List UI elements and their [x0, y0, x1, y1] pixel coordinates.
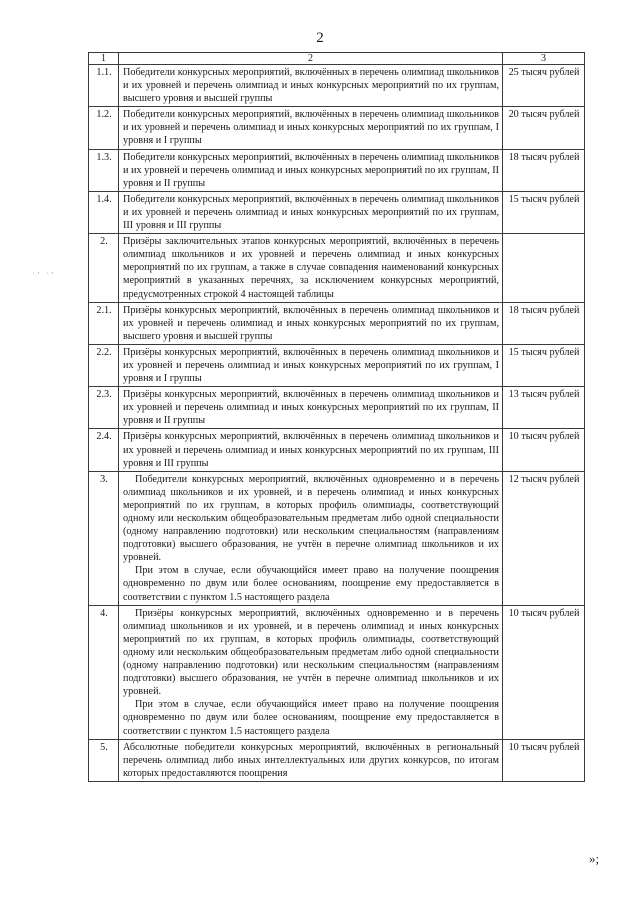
table-row — [89, 149, 585, 191]
row-number: 2.3. — [89, 387, 119, 429]
row-description: Призёры конкурсных мероприятий, включённых в перечень олимпиад школьников и их уровней и перечень олимпиад и иных конкурсных мероприятий по их группам, II уровня и II группы — [119, 387, 503, 429]
row-description — [119, 605, 503, 739]
table-row — [89, 302, 585, 344]
row-number: 2.4. — [89, 429, 119, 471]
row-amount: 10 тысяч рублей — [503, 739, 585, 781]
row-number: 2.2. — [89, 344, 119, 386]
row-description: Призёры конкурсных мероприятий, включённых в перечень олимпиад школьников и их уровней и перечень олимпиад и иных конкурсных мероприятий по их группам, высшего уровня и высшей группы — [119, 302, 503, 344]
table-row — [89, 191, 585, 233]
row-amount: 12 тысяч рублей — [503, 471, 585, 605]
row-amount: 20 тысяч рублей — [503, 107, 585, 149]
header-col-3: 3 — [503, 53, 585, 65]
row-description-main: Победители конкурсных мероприятий, включённых одновременно и в перечень олимпиад школьников и их уровней, и в перечень олимпиад и иных конкурсных мероприятий по их группам, в которых профиль олимпиады, соответствующий одному или нескольким общеобразовательным предметам либо одной специальности (одному направлению подготовки) или нескольким специальностям (направлениям подготовки) высшего образования, не учтён в перечне олимпиад школьников и их уровней. — [123, 473, 499, 564]
table-header-row — [89, 53, 585, 65]
table-row — [89, 387, 585, 429]
row-number: 1.3. — [89, 149, 119, 191]
table-row — [89, 65, 585, 107]
row-amount: 10 тысяч рублей — [503, 605, 585, 739]
row-number: 5. — [89, 739, 119, 781]
row-description: Призёры конкурсных мероприятий, включённых в перечень олимпиад школьников и их уровней и перечень олимпиад и иных конкурсных мероприятий по их группам, III уровня и III группы — [119, 429, 503, 471]
row-description: Победители конкурсных мероприятий, включённых в перечень олимпиад школьников и их уровней и перечень олимпиад и иных конкурсных мероприятий по их группам, высшего уровня и высшей группы — [119, 65, 503, 107]
table-row — [89, 739, 585, 781]
row-amount: 15 тысяч рублей — [503, 191, 585, 233]
margin-scan-artifact: ·ꞏ ·ꞏ — [32, 268, 56, 278]
row-number: 4. — [89, 605, 119, 739]
page-number: 2 — [316, 30, 324, 46]
header-col-2: 2 — [119, 53, 503, 65]
row-amount: 25 тысяч рублей — [503, 65, 585, 107]
row-description-note: При этом в случае, если обучающийся имеет право на получение поощрения одновременно по двум или более основаниям, поощрение ему предоставляется в соответствии с пунктом 1.5 настоящего раздела — [123, 565, 499, 603]
row-amount: 10 тысяч рублей — [503, 429, 585, 471]
row-description-note: При этом в случае, если обучающийся имеет право на получение поощрения одновременно по двум или более основаниям, поощрение ему предоставляется в соответствии с пунктом 1.5 настоящего раздела — [123, 699, 499, 737]
closing-quote-mark: »; — [589, 851, 600, 866]
row-description: Победители конкурсных мероприятий, включённых в перечень олимпиад школьников и их уровней и перечень олимпиад и иных конкурсных мероприятий по их группам, II уровня и II группы — [119, 149, 503, 191]
row-number: 2.1. — [89, 302, 119, 344]
row-amount: 18 тысяч рублей — [503, 149, 585, 191]
row-description — [119, 471, 503, 605]
row-number: 3. — [89, 471, 119, 605]
row-description: Победители конкурсных мероприятий, включённых в перечень олимпиад школьников и их уровней и перечень олимпиад и иных конкурсных мероприятий по их группам, I уровня и I группы — [119, 107, 503, 149]
row-description: Призёры заключительных этапов конкурсных мероприятий, включённых в перечень олимпиад школьников и их уровней и перечень олимпиад и иных конкурсных мероприятий по их группам, а также в случае совпадения наименований конкурсных мероприятий в указанных перечнях, за исключением конкурсных мероприятий, предусмотренных строкой 4 настоящей таблицы — [119, 234, 503, 302]
table-row — [89, 344, 585, 386]
row-amount: 15 тысяч рублей — [503, 344, 585, 386]
row-amount — [503, 234, 585, 302]
table-row — [89, 605, 585, 739]
row-amount: 18 тысяч рублей — [503, 302, 585, 344]
row-description: Абсолютные победители конкурсных мероприятий, включённых в региональный перечень олимпиад либо иных интеллектуальных или других конкурсов, по итогам которых предоставляются поощрения — [119, 739, 503, 781]
table-row — [89, 234, 585, 302]
row-number: 2. — [89, 234, 119, 302]
row-description-main: Призёры конкурсных мероприятий, включённых одновременно и в перечень олимпиад школьников и их уровней, и в перечень олимпиад и иных конкурсных мероприятий по их группам, в которых профиль олимпиады, соответствующий одному или нескольким общеобразовательным предметам либо одной специальности (одному направлению подготовки) или нескольким специальностям (направлениям подготовки) высшего образования, не учтён в перечне олимпиад школьников и их уровней. — [123, 607, 499, 698]
row-amount: 13 тысяч рублей — [503, 387, 585, 429]
row-number: 1.1. — [89, 65, 119, 107]
row-number: 1.2. — [89, 107, 119, 149]
row-description: Призёры конкурсных мероприятий, включённых в перечень олимпиад школьников и их уровней и перечень олимпиад и иных конкурсных мероприятий по их группам, I уровня и I группы — [119, 344, 503, 386]
table-row — [89, 429, 585, 471]
table-row — [89, 107, 585, 149]
row-number: 1.4. — [89, 191, 119, 233]
awards-table — [88, 52, 585, 782]
table-row — [89, 471, 585, 605]
header-col-1: 1 — [89, 53, 119, 65]
row-description: Победители конкурсных мероприятий, включённых в перечень олимпиад школьников и их уровней и перечень олимпиад и иных конкурсных мероприятий по их группам, III уровня и III группы — [119, 191, 503, 233]
